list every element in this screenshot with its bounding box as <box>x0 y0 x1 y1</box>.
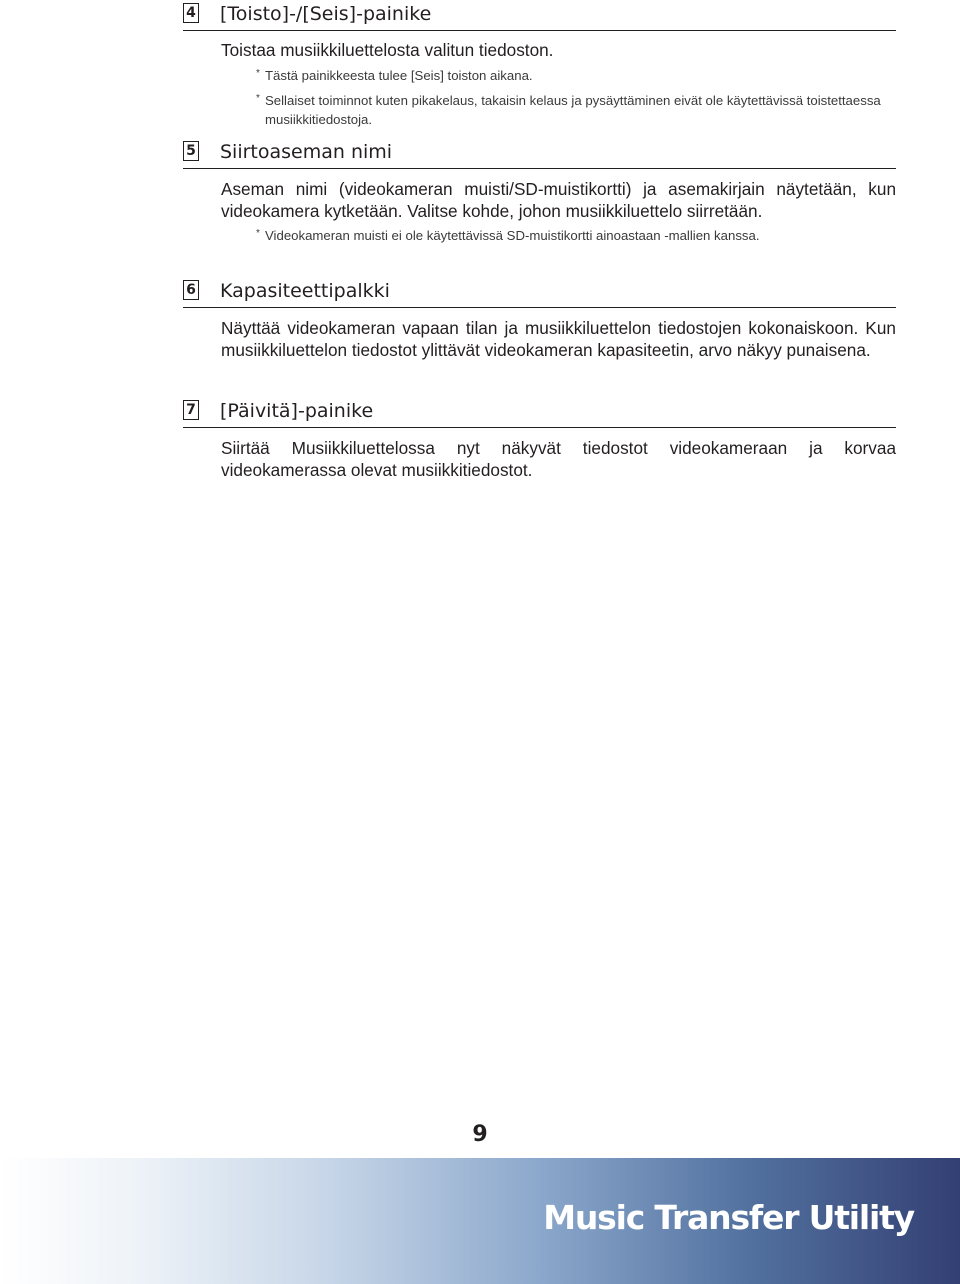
footer-banner <box>0 1158 960 1284</box>
section-7 <box>183 399 896 481</box>
section-6 <box>183 279 896 361</box>
asterisk-icon: * <box>256 67 260 79</box>
section-number-badge: 7 <box>183 400 199 420</box>
section-title: Siirtoaseman nimi <box>220 141 393 163</box>
section-number-badge: 6 <box>183 280 199 300</box>
note-text: Tästä painikkeesta tulee [Seis] toiston aikana. <box>265 67 533 83</box>
page-number: 9 <box>472 1122 488 1147</box>
note-text: Sellaiset toiminnot kuten pikakelaus, takaisin kelaus ja pysäyttäminen eivät ole käytettävissä toistettaessa musiikkitiedostoja. <box>265 92 881 127</box>
section-5 <box>183 140 896 245</box>
section-description: Aseman nimi (videokameran muisti/SD-muistikortti) ja asemakirjain näytetään, kun videokamera kytketään. Valitse kohde, johon musiikkiluettelo siirretään. <box>221 179 896 221</box>
section-description: Siirtää Musiikkiluettelossa nyt näkyvät tiedostot videokameraan ja korvaa videokamerassa olevat musiikkitiedostot. <box>221 438 896 480</box>
brand-logo: Music Transfer Utility <box>543 1198 914 1237</box>
asterisk-icon: * <box>256 228 260 239</box>
note <box>256 91 896 129</box>
section-description: Toistaa musiikkiluettelosta valitun tiedoston. <box>221 40 554 60</box>
section-header <box>183 140 896 169</box>
section-title: [Päivitä]-painike <box>220 400 374 422</box>
section-number-badge: 5 <box>183 141 199 161</box>
note <box>256 66 896 85</box>
section-title: Kapasiteettipalkki <box>220 280 390 302</box>
asterisk-icon: * <box>256 92 260 104</box>
section-4 <box>183 2 896 129</box>
section-title: [Toisto]-/[Seis]-painike <box>220 3 432 25</box>
section-header <box>183 2 896 31</box>
section-number-badge: 4 <box>183 3 199 23</box>
note <box>256 226 896 245</box>
note-text: Videokameran muisti ei ole käytettävissä SD-muistikortti ainoastaan -mallien kanssa. <box>265 228 760 243</box>
section-header <box>183 399 896 428</box>
section-header <box>183 279 896 308</box>
section-description: Näyttää videokameran vapaan tilan ja musiikkiluettelon tiedostojen kokonaiskoon. Kun musiikkiluettelon tiedostot ylittävät videokameran kapasiteetin, arvo näkyy punaisena. <box>221 318 896 360</box>
